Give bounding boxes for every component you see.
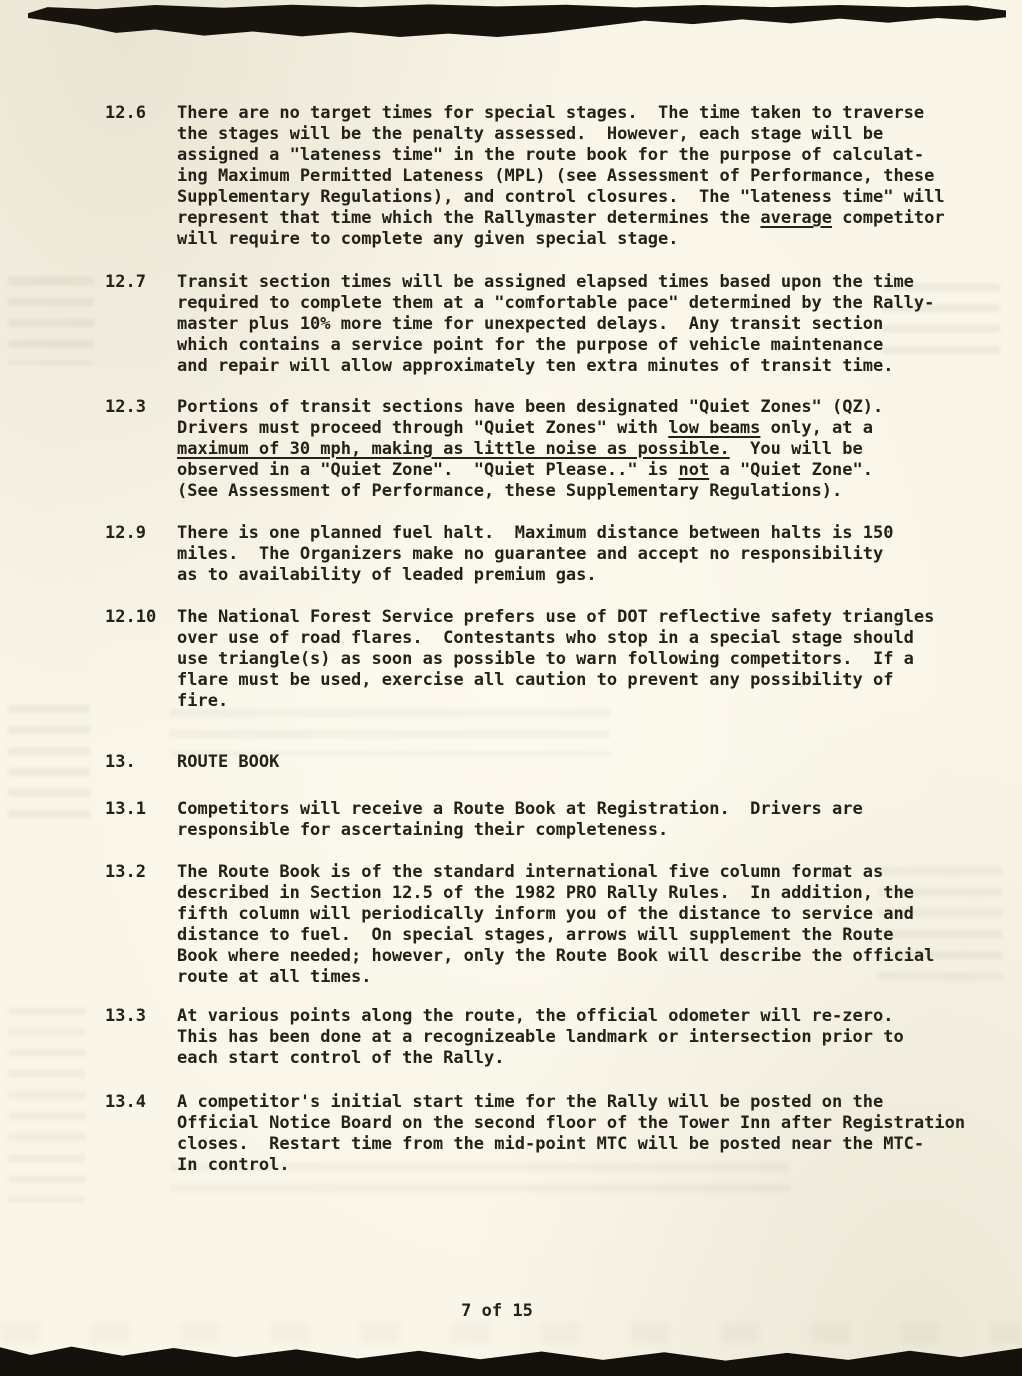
bleed-through-artifact xyxy=(8,700,90,820)
text-line: There are no target times for special stages. The time taken to traverse xyxy=(177,103,925,123)
section-text xyxy=(177,862,985,988)
section-text xyxy=(177,1006,985,1069)
section-number: 13.1 xyxy=(105,799,146,819)
text-line: will require to complete any given special stage. xyxy=(177,229,679,249)
text-line: There is one planned fuel halt. Maximum distance between halts is 150 xyxy=(177,523,894,543)
text-line: master plus 10% more time for unexpected delays. Any transit section xyxy=(177,314,884,334)
section xyxy=(105,1006,985,1069)
text-line: and repair will allow approximately ten extra minutes of transit time. xyxy=(177,356,894,376)
scan-artifact-top-bar xyxy=(28,3,1006,37)
text-line: the stages will be the penalty assessed. However, each stage will be xyxy=(177,124,884,144)
scan-smudge xyxy=(0,1322,1022,1344)
section-number: 13. xyxy=(105,752,136,772)
text-line: This has been done at a recognizeable landmark or intersection prior to xyxy=(177,1027,904,1047)
text-line: route at all times. xyxy=(177,967,372,987)
section-number: 12.7 xyxy=(105,272,146,292)
section-text xyxy=(177,397,985,502)
section-number: 12.10 xyxy=(105,607,157,627)
page-number: 7 of 15 xyxy=(461,1301,533,1321)
text-line: closes. Restart time from the mid-point MTC will be posted near the MTC- xyxy=(177,1134,925,1154)
section xyxy=(105,607,985,712)
section xyxy=(105,272,985,377)
text-line: ROUTE BOOK xyxy=(177,752,280,772)
section-text xyxy=(177,103,985,250)
text-line: The Route Book is of the standard international five column format as xyxy=(177,862,884,882)
text-line: over use of road flares. Contestants who stop in a special stage should xyxy=(177,628,914,648)
scan-artifact-bottom-bar xyxy=(0,1341,1022,1376)
text-line: as to availability of leaded premium gas. xyxy=(177,565,597,585)
section xyxy=(105,862,985,988)
section-number: 13.4 xyxy=(105,1092,146,1112)
text-line: At various points along the route, the official odometer will re-zero. xyxy=(177,1006,894,1026)
text-line: assigned a "lateness time" in the route book for the purpose of calculat- xyxy=(177,145,925,165)
section xyxy=(105,1092,985,1176)
text-line: observed in a "Quiet Zone". "Quiet Please.." is not a "Quiet Zone". xyxy=(177,460,873,480)
text-line: required to complete them at a "comfortable pace" determined by the Rally- xyxy=(177,293,935,313)
section xyxy=(105,799,985,841)
text-line: which contains a service point for the purpose of vehicle maintenance xyxy=(177,335,884,355)
section-text xyxy=(177,272,985,377)
text-line: (See Assessment of Performance, these Supplementary Regulations). xyxy=(177,481,843,501)
text-line: miles. The Organizers make no guarantee and accept no responsibility xyxy=(177,544,884,564)
text-line: flare must be used, exercise all caution to prevent any possibility of xyxy=(177,670,894,690)
section-number: 13.3 xyxy=(105,1006,146,1026)
section-number: 12.3 xyxy=(105,397,146,417)
text-line: maximum of 30 mph, making as little noise as possible. You will be xyxy=(177,439,863,459)
text-line: Competitors will receive a Route Book at Registration. Drivers are xyxy=(177,799,863,819)
section-text xyxy=(177,799,985,841)
text-line: Drivers must proceed through "Quiet Zones" with low beams only, at a xyxy=(177,418,873,438)
text-line: In control. xyxy=(177,1155,290,1175)
section-text xyxy=(177,523,985,586)
text-line: use triangle(s) as soon as possible to warn following competitors. If a xyxy=(177,649,914,669)
text-line: each start control of the Rally. xyxy=(177,1048,505,1068)
section xyxy=(105,397,985,502)
text-line: described in Section 12.5 of the 1982 PRO Rally Rules. In addition, the xyxy=(177,883,914,903)
text-line: responsible for ascertaining their completeness. xyxy=(177,820,669,840)
bleed-through-artifact xyxy=(8,1002,86,1202)
text-line: fire. xyxy=(177,691,229,711)
text-line: Supplementary Regulations), and control closures. The "lateness time" will xyxy=(177,187,945,207)
section-heading xyxy=(105,752,985,773)
text-line: Transit section times will be assigned elapsed times based upon the time xyxy=(177,272,914,292)
section-text xyxy=(177,1092,985,1176)
text-line: Portions of transit sections have been designated "Quiet Zones" (QZ). xyxy=(177,397,884,417)
document-body xyxy=(105,103,985,1176)
section-text xyxy=(177,607,985,712)
section xyxy=(105,103,985,250)
text-line: distance to fuel. On special stages, arrows will supplement the Route xyxy=(177,925,894,945)
section-text xyxy=(177,752,985,773)
text-line: Book where needed; however, only the Route Book will describe the official xyxy=(177,946,935,966)
text-line: Official Notice Board on the second floor of the Tower Inn after Registration xyxy=(177,1113,966,1133)
text-line: represent that time which the Rallymaster determines the average competitor xyxy=(177,208,945,228)
bleed-through-artifact xyxy=(8,272,94,364)
text-line: ing Maximum Permitted Lateness (MPL) (see Assessment of Performance, these xyxy=(177,166,935,186)
text-line: A competitor's initial start time for the Rally will be posted on the xyxy=(177,1092,884,1112)
text-line: fifth column will periodically inform you of the distance to service and xyxy=(177,904,914,924)
section-number: 13.2 xyxy=(105,862,146,882)
section xyxy=(105,523,985,586)
section-number: 12.6 xyxy=(105,103,146,123)
section-number: 12.9 xyxy=(105,523,146,543)
text-line: The National Forest Service prefers use of DOT reflective safety triangles xyxy=(177,607,935,627)
